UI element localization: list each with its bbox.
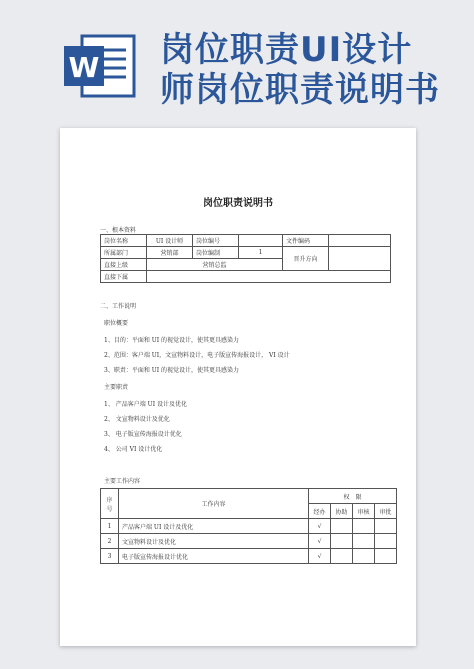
table-row — [101, 549, 397, 564]
work-content-heading: 主要工作内容 — [104, 478, 141, 485]
headline-line-2: 师岗位职责说明书 — [160, 70, 440, 110]
table-cell: 直接下属 — [101, 271, 147, 283]
table-cell — [329, 247, 391, 271]
table-cell — [375, 549, 397, 564]
table-cell: 1 — [239, 247, 283, 259]
column-header-authority: 权 限 — [309, 489, 397, 504]
table-cell — [147, 271, 391, 283]
list-item: 2、范围：客户端 UI，文宣物料设计，电子版宣传海报设计， VI 设计 — [104, 352, 290, 359]
table-cell — [375, 534, 397, 549]
table-cell — [239, 235, 283, 247]
headline-line-1: 岗位职责UI设计 — [160, 30, 413, 70]
table-cell: 营销部 — [147, 247, 193, 259]
overview-heading: 职位概要 — [104, 320, 129, 327]
table-cell — [375, 519, 397, 534]
basic-info-table — [100, 234, 391, 283]
table-cell: 2 — [101, 534, 119, 549]
svg-text:W: W — [68, 51, 100, 84]
table-row — [101, 247, 391, 259]
table-cell: 电子版宣传海报设计优化 — [119, 549, 309, 564]
column-header-content: 工作内容 — [119, 489, 309, 519]
table-cell — [353, 519, 375, 534]
authority-col-assist: 协助 — [331, 504, 353, 519]
table-cell: 文宣物料设计及优化 — [119, 534, 309, 549]
list-item: 2、 文宣物料设计及优化 — [104, 416, 170, 423]
check-mark: √ — [309, 519, 331, 534]
header-banner — [0, 0, 474, 118]
check-mark: √ — [309, 534, 331, 549]
table-cell: UI 设计师 — [147, 235, 193, 247]
table-cell: 晋升方向 — [283, 247, 329, 271]
table-row — [101, 534, 397, 549]
table-cell: 所属部门 — [101, 247, 147, 259]
list-item: 1、目的：平面和 UI 的视觉设计，使其更具感染力 — [104, 337, 240, 344]
table-cell: 文件编码 — [283, 235, 329, 247]
check-mark: √ — [309, 549, 331, 564]
section-work-description: 二、工作说明 — [100, 303, 137, 310]
table-cell — [329, 235, 391, 247]
list-item: 3、职责：平面和 UI 的视觉设计，使其更具感染力 — [104, 367, 240, 374]
document-title: 岗位职责说明书 — [203, 198, 273, 209]
table-cell — [331, 549, 353, 564]
table-row — [101, 489, 397, 504]
word-document-icon — [60, 32, 140, 100]
column-header-no: 序号 — [101, 489, 119, 519]
document-page — [60, 128, 416, 646]
table-cell — [331, 534, 353, 549]
list-item: 1、 产品客户端 UI 设计及优化 — [104, 401, 187, 408]
authority-col-handle: 经办 — [309, 504, 331, 519]
table-row — [101, 235, 391, 247]
list-item: 4、 公司 VI 设计优化 — [104, 446, 163, 453]
table-cell — [353, 534, 375, 549]
section-basic-info: 一、根本资料 — [100, 227, 137, 234]
table-cell: 直接上级 — [101, 259, 147, 271]
page-headline — [160, 30, 460, 110]
table-cell: 3 — [101, 549, 119, 564]
authority-col-review: 审核 — [353, 504, 375, 519]
duties-heading: 主要职责 — [104, 384, 129, 391]
table-row — [101, 519, 397, 534]
list-item: 3、 电子版宣传海报设计优化 — [104, 431, 182, 438]
table-cell: 岗位编号 — [193, 235, 239, 247]
table-cell: 营销总监 — [147, 259, 283, 271]
work-content-table — [100, 488, 397, 564]
table-cell: 产品客户端 UI 设计及优化 — [119, 519, 309, 534]
table-row — [101, 271, 391, 283]
table-cell: 1 — [101, 519, 119, 534]
table-cell: 岗位编制 — [193, 247, 239, 259]
table-cell: 岗位名称 — [101, 235, 147, 247]
table-cell — [331, 519, 353, 534]
table-cell — [353, 549, 375, 564]
authority-col-approve: 审批 — [375, 504, 397, 519]
